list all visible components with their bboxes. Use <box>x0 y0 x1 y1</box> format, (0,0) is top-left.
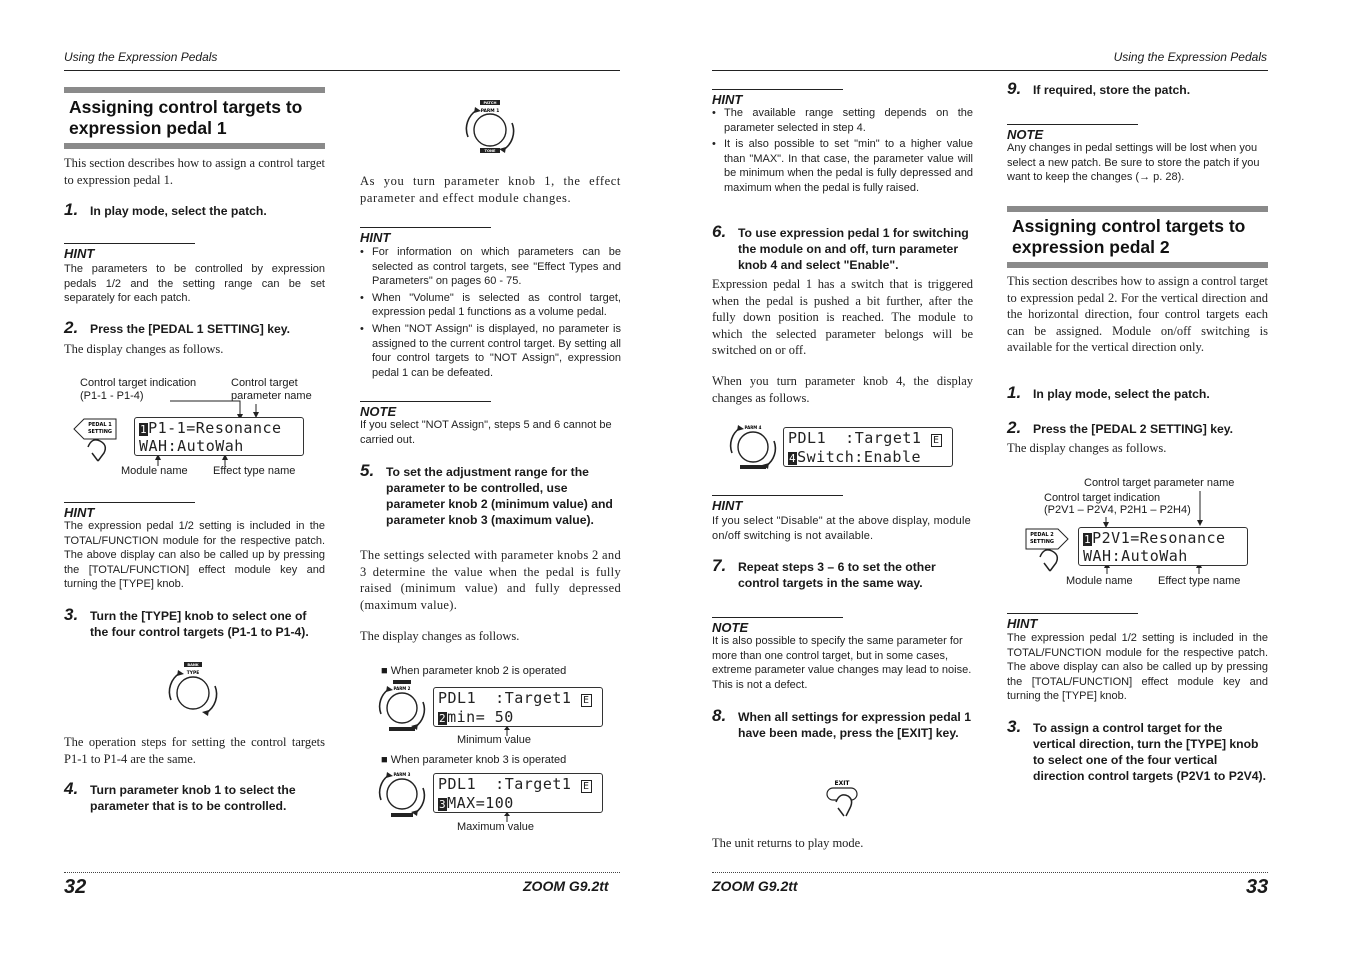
note-label: NOTE <box>360 401 491 419</box>
pedal-1-setting-key-icon <box>72 417 124 462</box>
step-number: 2. <box>1007 418 1022 437</box>
step-2-pedal-2 <box>1007 420 1268 437</box>
step-text: Repeat steps 3 – 6 to set the other control targets in the same way. <box>738 560 936 590</box>
step-number: 1. <box>1007 383 1022 402</box>
exit-key-icon <box>824 778 860 818</box>
step-7 <box>712 558 973 591</box>
step-text: Turn the [TYPE] knob to select one of the four control targets (P1-1 to P1-4). <box>90 609 309 639</box>
section-title-pedal-1 <box>64 87 325 149</box>
label-parameter-name: Control target <box>231 377 298 389</box>
lcd-display-pedal-1: 1P1-1=Resonance WAH:AutoWah <box>134 417 304 456</box>
pedal-2-setting-key-icon <box>1024 527 1076 572</box>
note-text: It is also possible to specify the same parameter for more than one control target, but in some cases, extreme parameter value changes may lead to noise. This is not a defect. <box>712 635 972 691</box>
model-name-right: ZOOM G9.2tt <box>712 878 798 894</box>
hint-label: HINT <box>1007 613 1138 631</box>
lcd-line-2: WAH:AutoWah <box>139 437 244 455</box>
lcd-line-1: P1-1=Resonance <box>148 419 282 437</box>
hint-list <box>712 106 973 198</box>
section-title-pedal-2 <box>1007 206 1268 268</box>
step-text: To set the adjustment range for the parameter to be controlled, use parameter knob 2 (minimum value) and parameter knob 3 (maximum value). <box>386 465 613 527</box>
knob-3-caption: ■ When parameter knob 3 is operated <box>381 754 567 766</box>
footer-rule-left <box>64 872 620 873</box>
label-module-name: Module name <box>121 465 188 477</box>
step-text: When all settings for expression pedal 1 have been made, press the [EXIT] key. <box>738 710 971 740</box>
step-3 <box>64 607 325 640</box>
hint-label: HINT <box>64 243 195 261</box>
type-label: TYPE <box>186 671 200 676</box>
hint-item: • When "NOT Assign" is displayed, no parameter is assigned to the current control target. By setting all four control targets to "NOT Assign", expression pedal 1 can be defeated. <box>360 322 621 380</box>
hint-text: The expression pedal 1/2 setting is included in the TOTAL/FUNCTION module for the respective patch. The above display can also be called up by pressing the [TOTAL/FUNCTION] effect module key and turning the [TYPE] knob. <box>64 520 325 591</box>
step-5 <box>360 463 621 528</box>
label-effect-type-name: Effect type name <box>1158 575 1241 587</box>
intro-paragraph: This section describes how to assign a control target to expression pedal 2. For the vertical direction and the horizontal direction, four control targets each can be assigned. Module on/off switching is available for the vertical direction only. <box>1007 274 1268 354</box>
step-8 <box>712 708 973 741</box>
step-4 <box>64 781 325 814</box>
hint-item: • The available range setting depends on the parameter selected in step 4. <box>712 106 973 135</box>
lcd-display-knob-2: PDL1 :Target1 E 2min= 50 <box>433 687 603 727</box>
note-text: If you select "NOT Assign", steps 5 and 6 cannot be carried out. <box>360 419 612 446</box>
step-6-display-note: When you turn parameter knob 4, the display changes as follows. <box>712 374 973 405</box>
svg-text:PARM 2: PARM 2 <box>393 686 411 691</box>
model-name-left: ZOOM G9.2tt <box>523 878 609 894</box>
label-control-target-range: (P2V1 – P2V4, P2H1 – P2H4) <box>1044 504 1191 516</box>
step-text: In play mode, select the patch. <box>1033 387 1210 401</box>
lcd-line-2: MAX=100 <box>447 794 514 812</box>
parameter-knob-4-icon <box>728 423 780 473</box>
lcd-line-2: WAH:AutoWah <box>1083 547 1188 565</box>
step-8-result: The unit returns to play mode. <box>712 836 864 850</box>
step-number: 9. <box>1007 79 1022 98</box>
hint-label: HINT <box>712 495 843 513</box>
lcd-line-2: min= 50 <box>447 708 514 726</box>
step-5-explanation: The settings selected with parameter knobs 2 and 3 determine the value when the pedal is fully raised (minimum value) and fully depressed (maximum value). <box>360 548 621 612</box>
step-number: 5. <box>360 461 375 480</box>
label-module-name: Module name <box>1066 575 1133 587</box>
step-text: If required, store the patch. <box>1033 83 1191 97</box>
step-1-pedal-2 <box>1007 385 1268 402</box>
running-header-left: Using the Expression Pedals <box>64 50 218 64</box>
hint-item: • It is also possible to set "min" to a higher value than "MAX". In that case, the parameter value will be minimum when the pedal is fully depressed and maximum when the pedal is fully raised. <box>712 137 973 195</box>
parm1-label: PARM 1 <box>480 109 500 114</box>
svg-text:PEDAL 1: PEDAL 1 <box>88 422 112 428</box>
step-2-result: The display changes as follows. <box>64 342 224 356</box>
header-rule-right <box>712 70 1268 71</box>
svg-text:PARM 4: PARM 4 <box>744 425 762 430</box>
header-rule-left <box>64 70 620 71</box>
svg-text:SETTING: SETTING <box>87 429 113 435</box>
note-label: NOTE <box>712 617 843 635</box>
label-maximum-value: Maximum value <box>457 821 535 833</box>
step-number: 1. <box>64 200 79 219</box>
label-effect-type-name: Effect type name <box>213 465 296 477</box>
step-1 <box>64 202 325 219</box>
step-3-note: The operation steps for setting the control targets P1-1 to P1-4 are the same. <box>64 735 325 766</box>
lcd-line-1: PDL1 :Target1 <box>438 775 572 793</box>
running-header-right: Using the Expression Pedals <box>1113 50 1267 64</box>
exit-label: EXIT <box>834 780 850 787</box>
svg-text:PEDAL 2: PEDAL 2 <box>1030 532 1054 538</box>
page-number-left: 32 <box>64 876 87 898</box>
hint-item: • When "Volume" is selected as control target, expression pedal 1 functions as a volume pedal. <box>360 291 621 320</box>
step-text: Press the [PEDAL 1 SETTING] key. <box>90 322 291 336</box>
hint-label: HINT <box>712 89 843 107</box>
hint-item: • For information on which parameters can be selected as control targets, see "Effect Types and Parameters" on pages 60 - 75. <box>360 245 621 289</box>
step-number: 8. <box>712 706 727 725</box>
step-text: To use expression pedal 1 for switching the module on and off, turn parameter knob 4 and select "Enable". <box>738 226 969 272</box>
hint-text: The parameters to be controlled by expression pedals 1/2 and the setting range can be set separately for each patch. <box>64 263 325 305</box>
step-text: In play mode, select the patch. <box>90 204 267 218</box>
knob-1-description: As you turn parameter knob 1, the effect parameter and effect module changes. <box>360 174 621 205</box>
label-control-target-indication: Control target indication <box>80 377 197 389</box>
step-number: 4. <box>64 779 79 798</box>
bank-label: BANK <box>187 663 199 667</box>
step-3-pedal-2 <box>1007 719 1268 784</box>
step-2 <box>64 320 325 337</box>
label-parameter-name: Control target parameter name <box>1084 477 1235 489</box>
section-title-text: Assigning control targets to expression pedal 1 <box>69 97 303 138</box>
step-number: 6. <box>712 222 727 241</box>
hint-label: HINT <box>360 227 491 245</box>
hint-list <box>360 245 621 382</box>
type-knob-icon <box>166 662 220 718</box>
parameter-knob-2-icon <box>377 680 429 734</box>
svg-text:SETTING: SETTING <box>1029 539 1055 545</box>
hint-text: The expression pedal 1/2 setting is included in the TOTAL/FUNCTION module for the respective patch. The above display can also be called up by pressing the [TOTAL/FUNCTION] effect module key and turning the [TYPE] knob. <box>1007 632 1268 703</box>
note-text: Any changes in pedal settings will be lost when you select a new patch. Be sure to store the patch if you want to keep the changes (→ p. 28). <box>1007 142 1260 184</box>
footer-rule-right <box>712 872 1268 873</box>
step-2-result: The display changes as follows. <box>1007 441 1167 455</box>
note-label: NOTE <box>1007 124 1138 142</box>
lcd-display-knob-3: PDL1 :Target1 E 3MAX=100 <box>433 773 603 813</box>
knob-2-caption: ■ When parameter knob 2 is operated <box>381 665 567 677</box>
step-9 <box>1007 81 1268 98</box>
lcd-line-2: Switch:Enable <box>797 448 922 466</box>
section-title-text: Assigning control targets to expression pedal 2 <box>1012 216 1246 257</box>
lcd-line-1: PDL1 :Target1 <box>438 689 572 707</box>
label-control-target-range: (P1-1 - P1-4) <box>80 390 144 402</box>
step-5-display-note: The display changes as follows. <box>360 629 520 643</box>
step-number: 7. <box>712 556 727 575</box>
step-6-explanation: Expression pedal 1 has a switch that is triggered when the pedal is pushed a bit further, after the fully down position is reached. The module to which the selected parameter belongs will be switched on or off. <box>712 277 973 357</box>
parameter-knob-3-icon <box>377 770 429 820</box>
lcd-display-knob-4: PDL1 :Target1 E 4Switch:Enable <box>783 427 953 467</box>
lcd-line-1: PDL1 :Target1 <box>788 429 922 447</box>
lcd-display-pedal-2: 1P2V1=Resonance WAH:AutoWah <box>1078 527 1248 566</box>
hint-text: If you select "Disable" at the above display, module on/off switching is not available. <box>712 515 971 542</box>
step-text: To assign a control target for the vertical direction, turn the [TYPE] knob to select one of the four vertical direction control targets (P2V1 to P2V4). <box>1033 721 1266 783</box>
label-parameter-name-sub: parameter name <box>231 390 312 402</box>
label-minimum-value: Minimum value <box>457 734 531 746</box>
step-text: Press the [PEDAL 2 SETTING] key. <box>1033 422 1234 436</box>
label-control-target-indication: Control target indication <box>1044 492 1161 504</box>
hint-label: HINT <box>64 502 195 520</box>
patch-label: PATCH <box>483 101 497 105</box>
tone-label: TONE <box>484 149 496 153</box>
svg-text:PARM 3: PARM 3 <box>393 772 411 777</box>
step-number: 3. <box>64 605 79 624</box>
lcd-line-1: P2V1=Resonance <box>1092 529 1226 547</box>
intro-paragraph: This section describes how to assign a control target to expression pedal 1. <box>64 156 325 187</box>
step-number: 3. <box>1007 717 1022 736</box>
step-6 <box>712 224 973 273</box>
page-number-right: 33 <box>1246 876 1269 898</box>
step-text: Turn parameter knob 1 to select the parameter that is to be controlled. <box>90 783 296 813</box>
parameter-knob-1-icon <box>462 100 518 158</box>
step-number: 2. <box>64 318 79 337</box>
